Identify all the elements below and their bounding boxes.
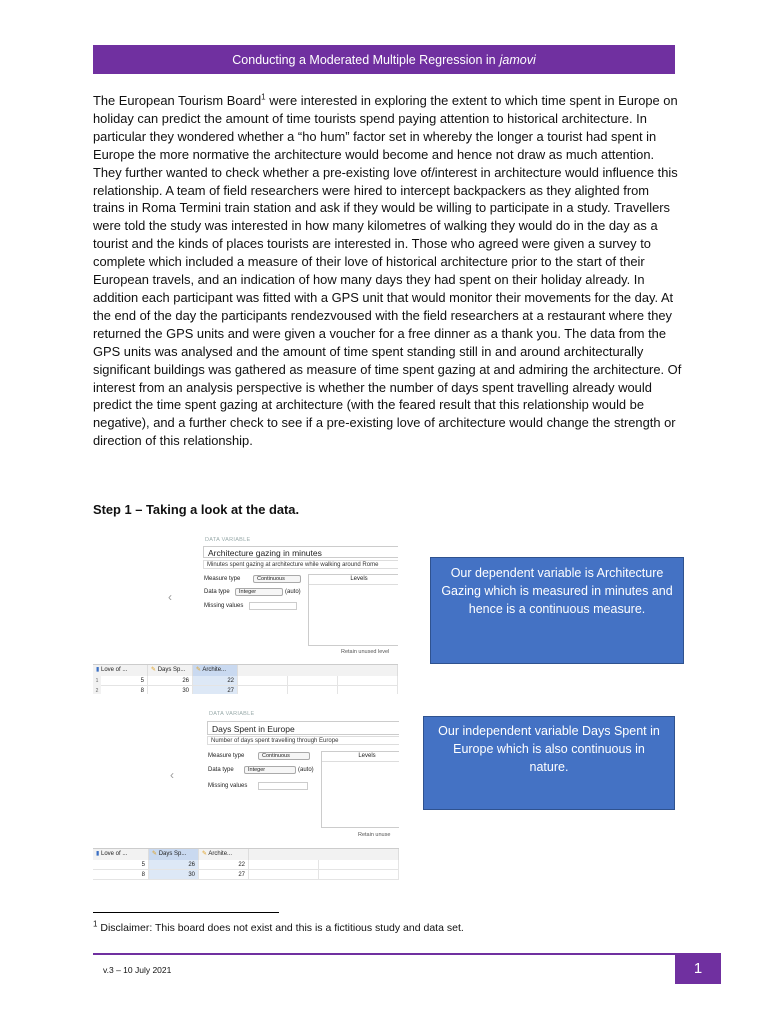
auto-label: (auto) xyxy=(298,767,314,773)
footnote-ref[interactable]: 1 xyxy=(261,92,266,102)
table-cell[interactable]: 5 xyxy=(101,676,148,686)
missing-values-input[interactable] xyxy=(258,782,308,790)
callout-dependent-variable: Our dependent variable is Architecture Gazing which is measured in minutes and hence is a continuous measure. xyxy=(430,557,684,664)
variable-description-field[interactable]: Number of days spent travelling through Europe xyxy=(207,736,399,745)
table-cell[interactable] xyxy=(338,676,398,686)
jamovi-screenshot-architecture xyxy=(93,536,398,694)
data-variable-label: DATA VARIABLE xyxy=(205,537,251,543)
intro-paragraph xyxy=(93,92,683,450)
levels-panel xyxy=(308,574,398,646)
table-cell[interactable] xyxy=(249,860,319,870)
auto-label: (auto) xyxy=(285,589,301,595)
table-cell[interactable]: 26 xyxy=(149,860,199,870)
column-header-days[interactable]: ✎ Days Sp... xyxy=(149,849,199,860)
data-type-label: Data type xyxy=(208,767,234,773)
row-number: 2 xyxy=(93,686,101,694)
table-cell[interactable]: 27 xyxy=(193,686,238,694)
variable-description-field[interactable]: Minutes spent gazing at architecture while walking around Rome xyxy=(203,560,398,569)
step-1-heading: Step 1 – Taking a look at the data. xyxy=(93,502,300,517)
missing-values-label: Missing values xyxy=(208,783,248,789)
data-type-select[interactable]: Integer xyxy=(244,766,296,774)
version-label: v.3 – 10 July 2021 xyxy=(103,965,172,975)
table-cell[interactable] xyxy=(288,686,338,694)
callout-independent-variable: Our independent variable Days Spent in Europe which is also continuous in nature. xyxy=(423,716,675,810)
levels-header: Levels xyxy=(309,575,398,585)
intro-text-rest: were interested in exploring the extent to which time spent in Europe on holiday can predict the amount of time tourists spend paying attention to historical architecture. In particular they wondered whether a “ho hum” factor set in whereby the longer a tourist had spent in Europe the more normative the architecture would become and hence not draw as much attention. They further wanted to check whether a pre-existing love of/interest in architecture would influence this relationship. A team of field researchers were hired to intercept backpackers as they alighted from trains in Roma Termini train station and ask if they would be willing to participate in a study. Travellers were told the study was interested in how many kilometres of walking they would do in the day as a tourist and the kinds of places tourists are interested in. Those who agreed were given a survey to complete which included a measure of their love of historical architecture prior to the start of their European travels, and an indication of how many days they had spent on their holiday already. In addition each participant was fitted with a GPS unit that would monitor their movements for the day. At the end of the day the participants rendezvoused with the field researchers at a restaurant where they returned the GPS units and were given a voucher for a free dinner as a thank you. The data from the GPS units was analysed and the amount of time spent standing still in and around architecturally significant buildings was gathered as measure of time spent gazing at and admiring the architecture. Of interest from an analysis perspective is whether the number of days spent travelling already would predict the time spent gazing at architecture (with the feared result that this relationship would be negative), and a further check to see if a pre-existing love of architecture would change the strength or direction of this relationship. xyxy=(93,93,682,449)
table-cell[interactable] xyxy=(338,686,398,694)
table-cell[interactable]: 8 xyxy=(101,686,148,694)
table-cell[interactable] xyxy=(319,870,399,880)
table-cell[interactable] xyxy=(319,860,399,870)
table-cell[interactable] xyxy=(238,686,288,694)
column-header-love[interactable]: ▮ Love of ... xyxy=(93,849,149,860)
retain-unused-levels[interactable]: Retain unused level xyxy=(341,649,390,655)
table-cell[interactable]: 26 xyxy=(148,676,193,686)
page-number: 1 xyxy=(675,953,721,984)
table-cell[interactable] xyxy=(238,676,288,686)
column-header-empty xyxy=(238,665,398,676)
table-cell[interactable]: 8 xyxy=(93,870,149,880)
jamovi-screenshot-days xyxy=(93,710,399,883)
data-type-label: Data type xyxy=(204,589,230,595)
header-title: Conducting a Moderated Multiple Regression in xyxy=(232,52,496,67)
table-cell[interactable] xyxy=(249,870,319,880)
data-type-select[interactable]: Integer xyxy=(235,588,283,596)
chevron-left-icon[interactable]: ‹ xyxy=(168,590,172,604)
footer-rule xyxy=(93,953,675,955)
data-grid xyxy=(93,664,398,694)
missing-values-label: Missing values xyxy=(204,603,244,609)
table-cell[interactable] xyxy=(288,676,338,686)
table-cell[interactable]: 22 xyxy=(193,676,238,686)
header-banner xyxy=(93,45,675,74)
column-header-love[interactable]: ▮ Love of ... xyxy=(93,665,148,676)
missing-values-input[interactable] xyxy=(249,602,297,610)
levels-panel xyxy=(321,751,399,828)
row-number: 1 xyxy=(93,676,101,686)
chevron-left-icon[interactable]: ‹ xyxy=(170,768,174,782)
retain-unused-levels[interactable]: Retain unuse xyxy=(358,832,391,838)
measure-type-label: Measure type xyxy=(208,753,245,759)
table-cell[interactable]: 30 xyxy=(148,686,193,694)
measure-type-label: Measure type xyxy=(204,576,241,582)
footnote-number: 1 xyxy=(93,919,98,929)
variable-name-field[interactable]: Architecture gazing in minutes xyxy=(203,546,398,558)
table-cell[interactable]: 30 xyxy=(149,870,199,880)
measure-type-select[interactable]: Continuous xyxy=(253,575,301,583)
table-cell[interactable]: 27 xyxy=(199,870,249,880)
levels-header: Levels xyxy=(322,752,399,762)
measure-type-select[interactable]: Continuous xyxy=(258,752,310,760)
footnote xyxy=(93,919,464,934)
data-grid xyxy=(93,848,399,878)
intro-text-start: The European Tourism Board xyxy=(93,93,262,108)
footnote-text: Disclaimer: This board does not exist and this is a fictitious study and data set. xyxy=(97,922,464,934)
footnote-separator xyxy=(93,912,279,913)
table-cell[interactable]: 5 xyxy=(93,860,149,870)
column-header-architecture[interactable]: ✎ Archite... xyxy=(193,665,238,676)
column-header-architecture[interactable]: ✎ Archite... xyxy=(199,849,249,860)
table-cell[interactable]: 22 xyxy=(199,860,249,870)
variable-name-field[interactable]: Days Spent in Europe xyxy=(207,721,399,735)
header-title-italic: jamovi xyxy=(499,52,536,67)
column-header-empty xyxy=(249,849,399,860)
column-header-days[interactable]: ✎ Days Sp... xyxy=(148,665,193,676)
data-variable-label: DATA VARIABLE xyxy=(209,711,255,717)
